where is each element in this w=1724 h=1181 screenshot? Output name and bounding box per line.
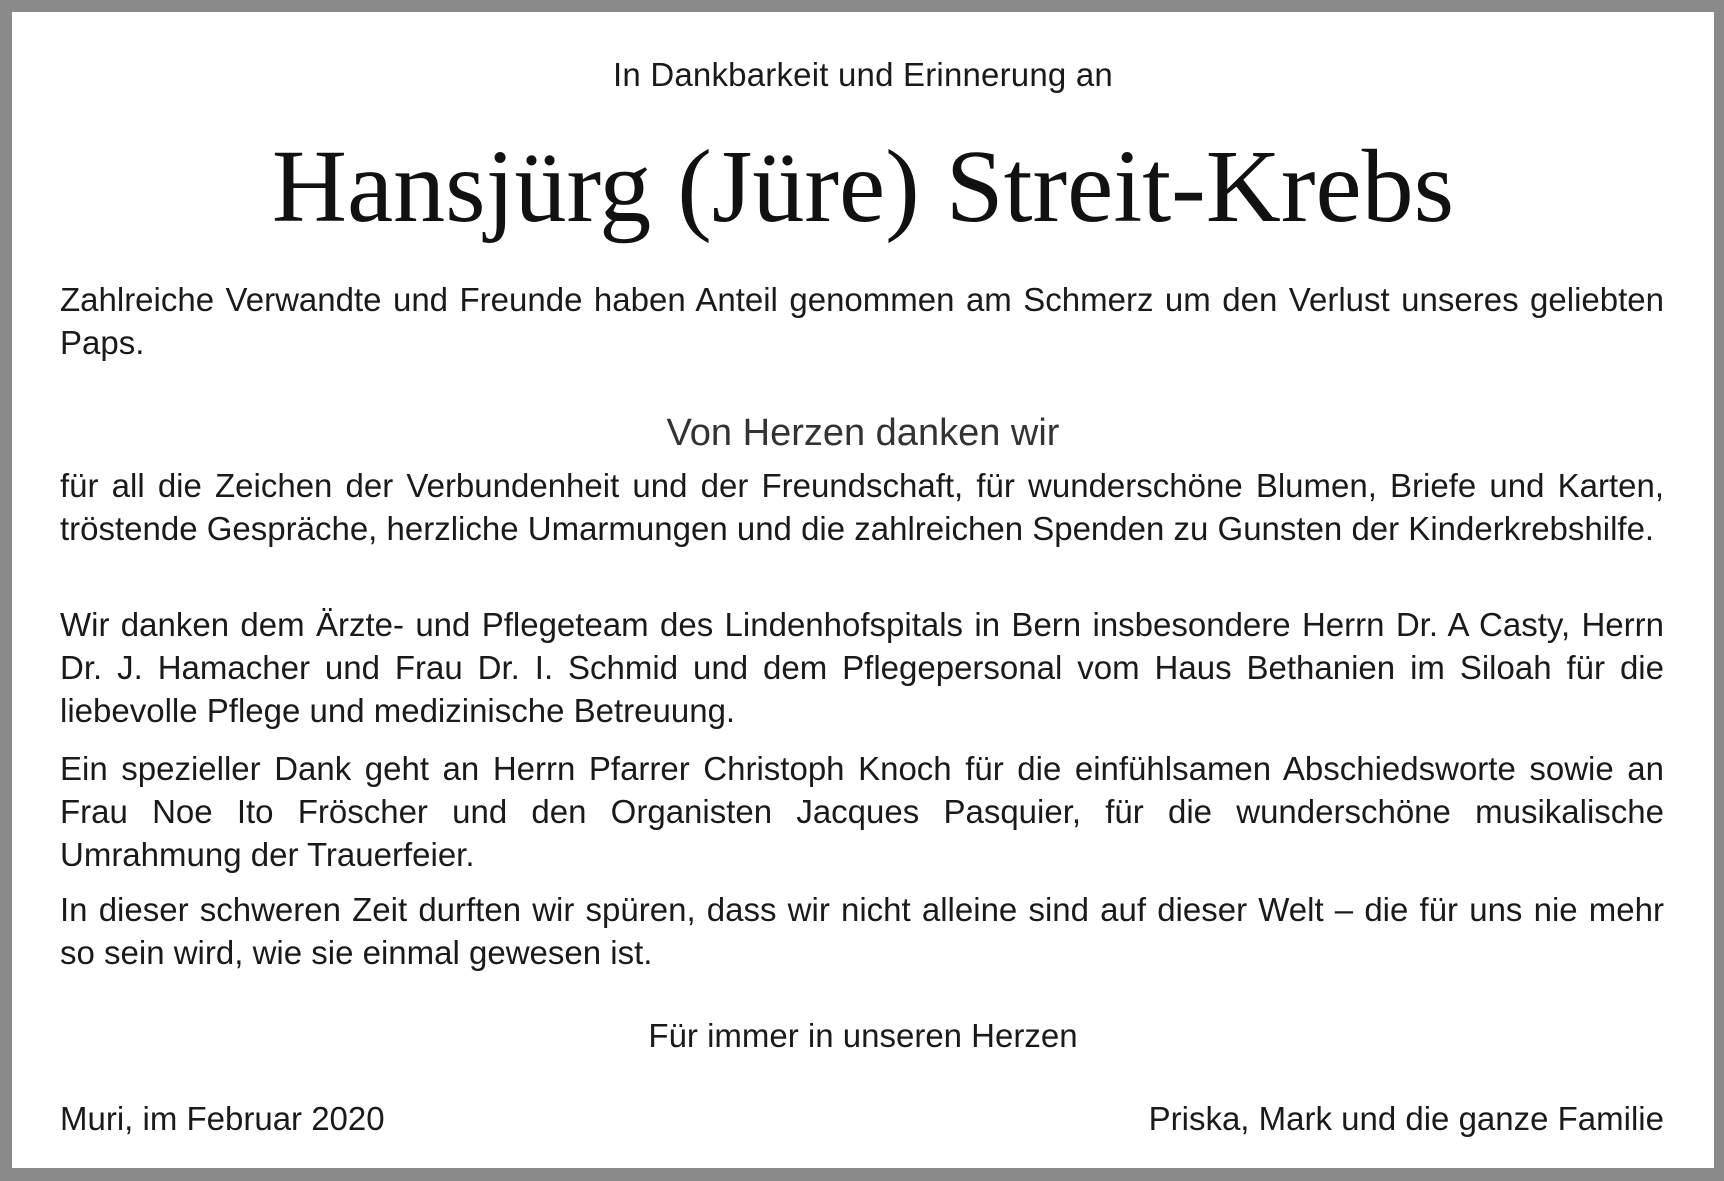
closing-line: Für immer in unseren Herzen bbox=[648, 1017, 1078, 1054]
paragraph-thanks-medical: Wir danken dem Ärzte- und Pflegeteam des Lindenhofspitals in Bern insbesondere Herrn Dr. A Casty, Herrn Dr. J. Hamacher und Frau Dr. I. Schmid und dem Pflegepersonal vom Haus Bethanien im Siloah für die liebevolle Pflege und medizinische Betreuung. bbox=[60, 606, 1664, 729]
thanks-heading: Von Herzen danken wir bbox=[666, 412, 1060, 454]
paragraph-condolences: Zahlreiche Verwandte und Freunde haben Anteil genommen am Schmerz um den Verlust unseres geliebten Paps. bbox=[60, 281, 1664, 361]
place-date: Muri, im Februar 2020 bbox=[60, 1100, 385, 1137]
deceased-name: Hansjürg (Jüre) Streit-Krebs bbox=[271, 129, 1455, 244]
paragraph-thanks-ceremony: Ein spezieller Dank geht an Herrn Pfarrer Christoph Knoch für die einfühlsamen Abschiedsworte sowie an Frau Noe Ito Fröscher und den Organisten Jacques Pasquier, für die wunderschöne musikalische Umrahmung der Trauerfeier. bbox=[60, 750, 1664, 873]
obituary-notice bbox=[12, 12, 1714, 1168]
paragraph-reflection: In dieser schweren Zeit durften wir spüren, dass wir nicht alleine sind auf dieser Welt – die für uns nie mehr so sein wird, wie sie einmal gewesen ist. bbox=[60, 891, 1664, 971]
family-signature: Priska, Mark und die ganze Familie bbox=[1148, 1100, 1664, 1137]
intro-line: In Dankbarkeit und Erinnerung an bbox=[613, 56, 1113, 93]
paragraph-thanks-signs: für all die Zeichen der Verbundenheit und der Freundschaft, für wunderschöne Blumen, Briefe und Karten, tröstende Gespräche, herzliche Umarmungen und die zahlreichen Spenden zu Gunsten der Kinderkrebshilfe. bbox=[60, 467, 1664, 547]
